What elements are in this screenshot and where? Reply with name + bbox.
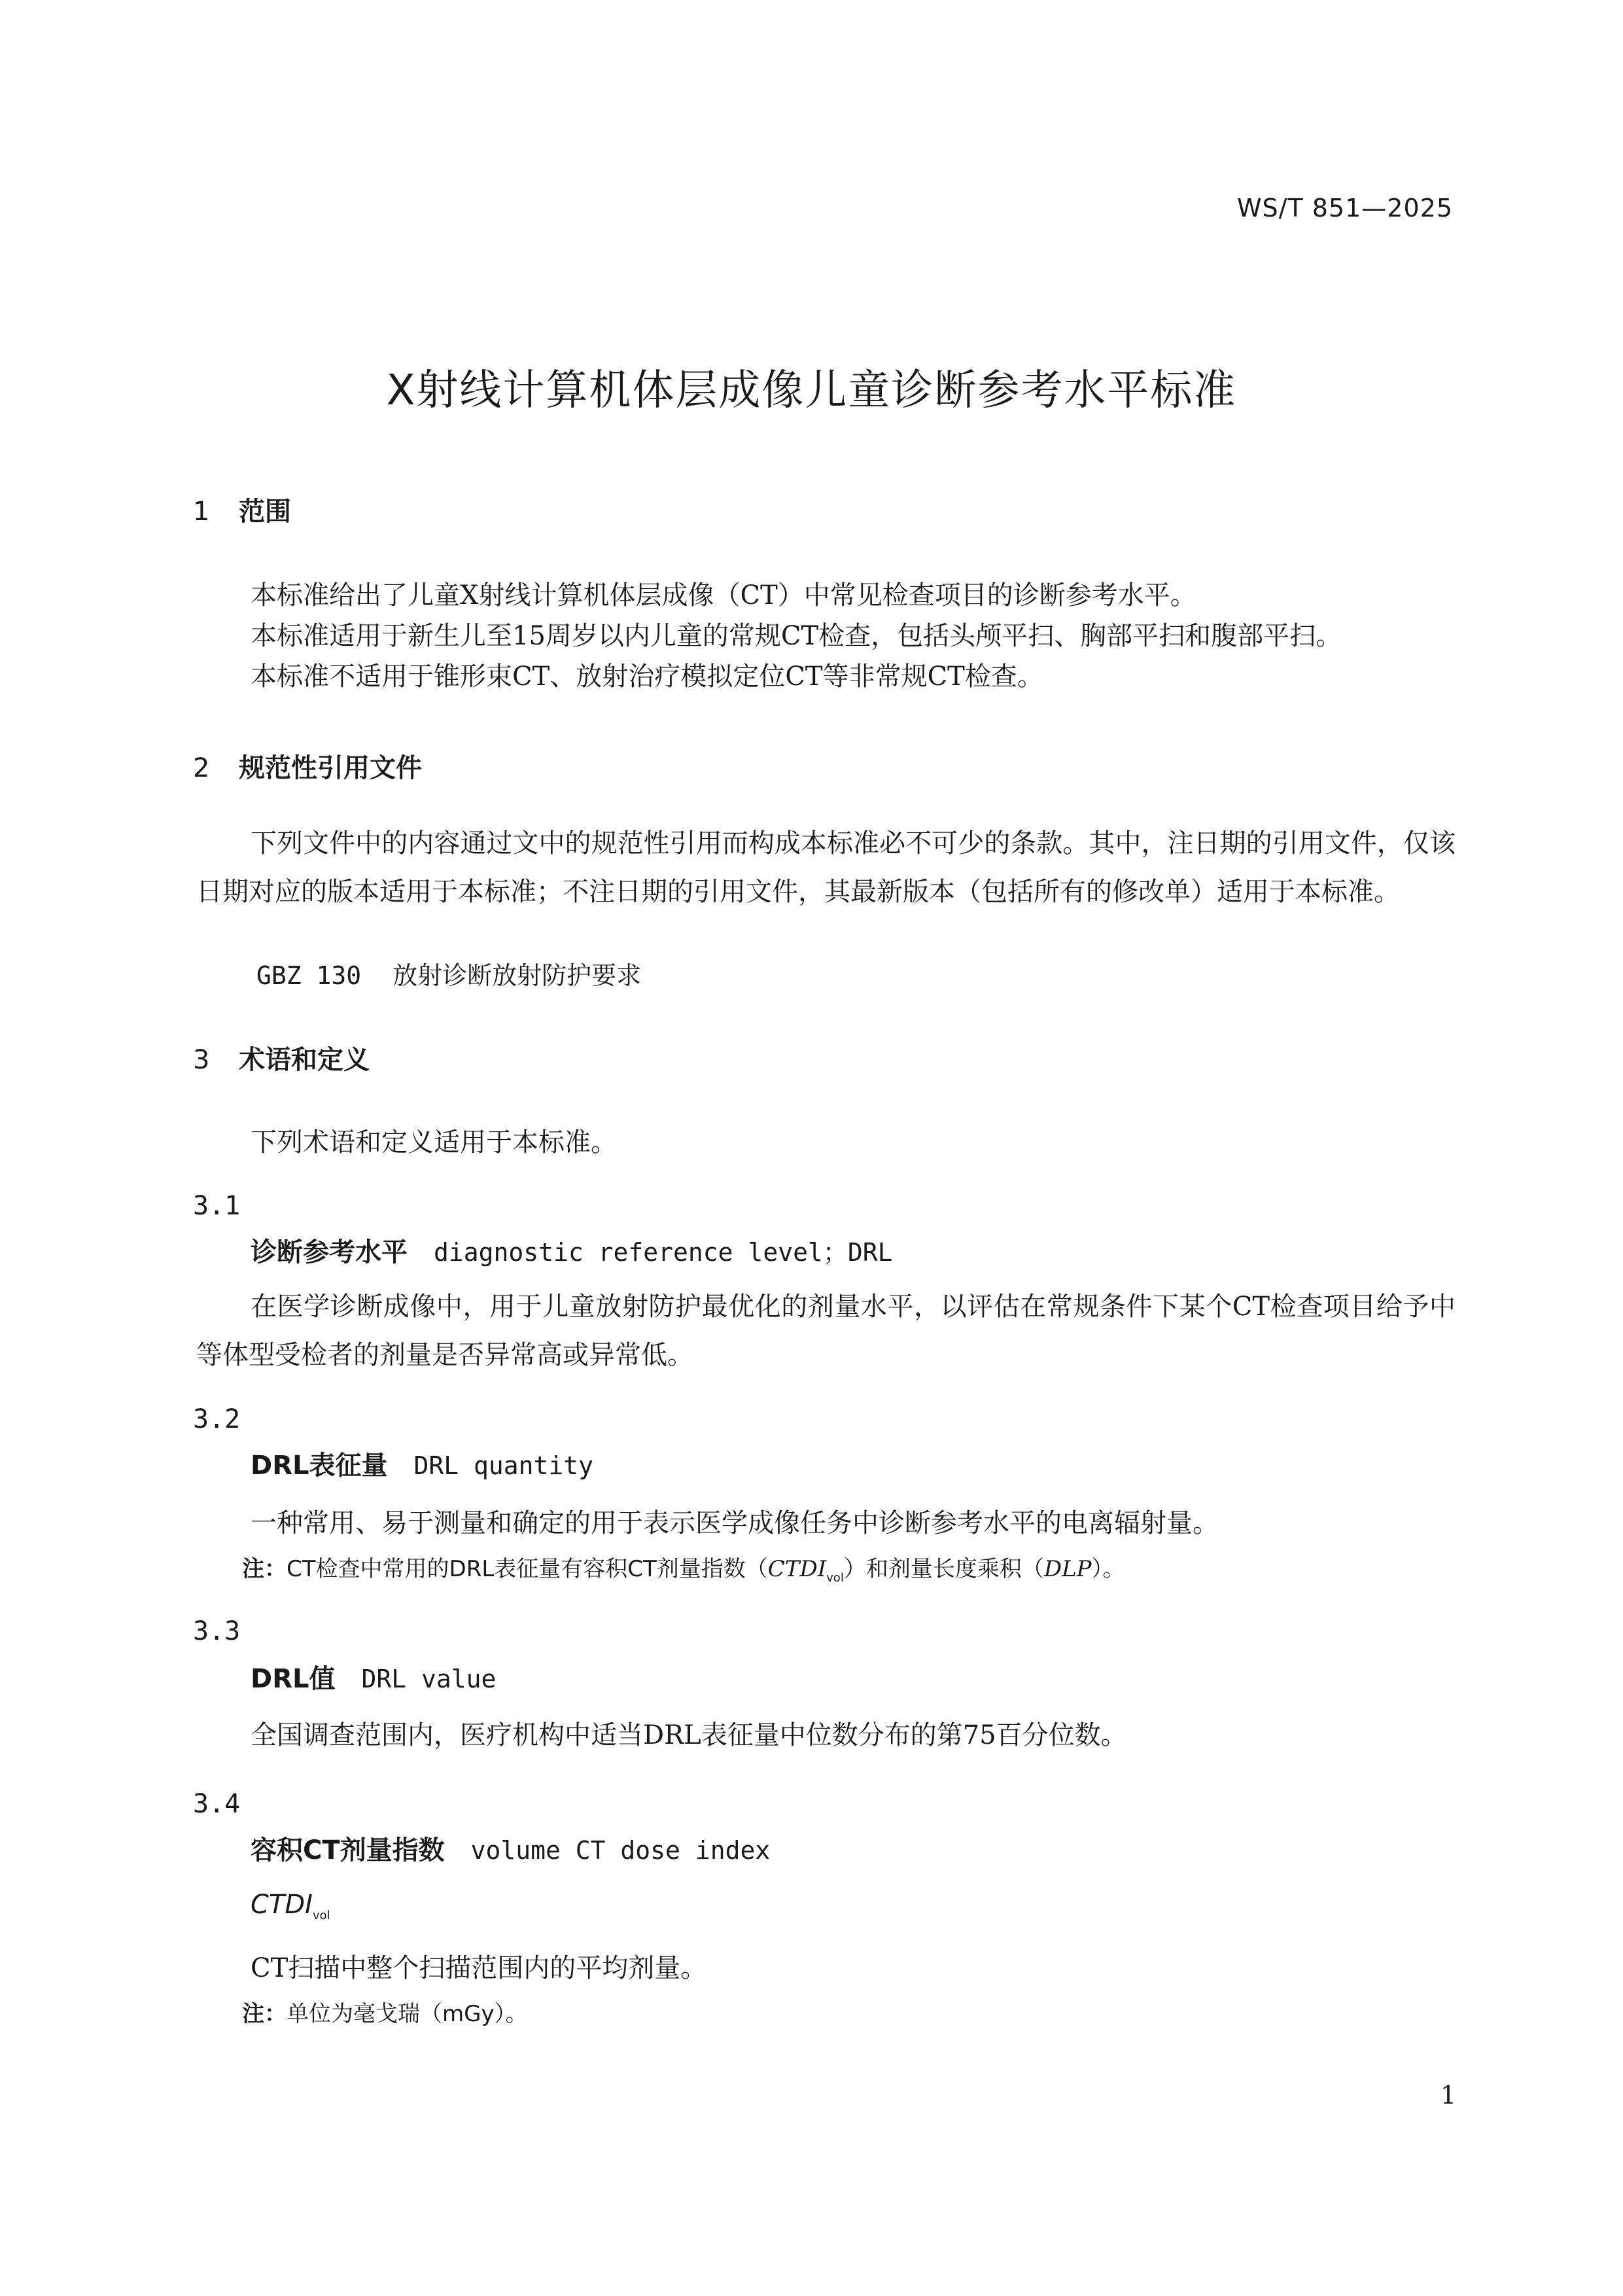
note-label: 注： xyxy=(242,2001,287,2027)
term-chinese: 容积CT剂量指数 xyxy=(251,1835,445,1865)
section-1-heading xyxy=(193,491,291,528)
note-label: 注： xyxy=(242,1556,287,1582)
term-chinese: DRL值 xyxy=(251,1664,336,1694)
section-2-heading xyxy=(193,747,422,785)
section-title: 规范性引用文件 xyxy=(239,753,422,783)
note-text-b: ）和剂量长度乘积（ xyxy=(843,1556,1044,1582)
term-3-2-number: 3.2 xyxy=(193,1404,241,1434)
term-3-4-note xyxy=(242,1996,528,2028)
term-3-2-entry xyxy=(251,1445,593,1482)
term-3-3-definition: 全国调查范围内，医疗机构中适当DRL表征量中位数分布的第75百分位数。 xyxy=(251,1720,1127,1750)
term-3-2-definition: 一种常用、易于测量和确定的用于表示医学成像任务中诊断参考水平的电离辐射量。 xyxy=(251,1508,1219,1538)
ctdi-symbol: CTDI xyxy=(251,1890,313,1920)
page-number: 1 xyxy=(1440,2081,1456,2110)
reference-title: 放射诊断放射防护要求 xyxy=(393,961,642,990)
term-3-1-definition: 在医学诊断成像中，用于儿童放射防护最优化的剂量水平，以评估在常规条件下某个CT检查项目给予中等体型受检者的剂量是否异常高或异常低。 xyxy=(196,1292,1456,1370)
document-title: X射线计算机体层成像儿童诊断参考水平标准 xyxy=(386,366,1237,415)
term-3-3-number: 3.3 xyxy=(193,1616,241,1646)
term-3-3-entry xyxy=(251,1658,496,1695)
term-english: diagnostic reference level；DRL xyxy=(434,1238,893,1267)
section-title: 术语和定义 xyxy=(239,1045,370,1075)
ctdi-subscript: vol xyxy=(826,1570,844,1585)
ctdi-subscript: vol xyxy=(312,1909,330,1922)
dlp-symbol: DLP xyxy=(1043,1556,1092,1582)
section-number: 1 xyxy=(193,497,210,527)
term-3-4-symbol xyxy=(251,1890,330,1922)
reference-code: GBZ 130 xyxy=(256,961,362,990)
terms-intro: 下列术语和定义适用于本标准。 xyxy=(251,1127,617,1157)
term-3-1-number: 3.1 xyxy=(193,1191,241,1221)
section-title: 范围 xyxy=(239,497,291,527)
reference-entry xyxy=(256,955,641,991)
term-chinese: DRL表征量 xyxy=(251,1451,388,1481)
term-3-4-definition: CT扫描中整个扫描范围内的平均剂量。 xyxy=(251,1953,707,1983)
note-text-c: ）。 xyxy=(1091,1556,1125,1582)
term-english: DRL value xyxy=(361,1665,497,1693)
term-chinese: 诊断参考水平 xyxy=(251,1237,408,1267)
term-3-1-entry xyxy=(251,1231,892,1269)
note-text: 单位为毫戈瑞（mGy）。 xyxy=(287,2001,528,2027)
scope-line-1: 本标准给出了儿童X射线计算机体层成像（CT）中常见检查项目的诊断参考水平。 xyxy=(251,580,1196,610)
term-english: DRL quantity xyxy=(413,1451,594,1480)
note-text-a: CT检查中常用的DRL表征量有容积CT剂量指数（ xyxy=(287,1556,768,1582)
term-3-2-note xyxy=(242,1551,1125,1585)
term-3-4-entry xyxy=(251,1829,770,1867)
section-number: 2 xyxy=(193,753,210,783)
normative-references-paragraph: 下列文件中的内容通过文中的规范性引用而构成本标准必不可少的条款。其中，注日期的引用文件，仅该日期对应的版本适用于本标准；不注日期的引用文件，其最新版本（包括所有的修改单）适用于本标准。 xyxy=(196,828,1456,907)
section-3-heading xyxy=(193,1039,370,1076)
section-number: 3 xyxy=(193,1045,210,1075)
ctdi-symbol: CTDI xyxy=(767,1556,827,1582)
scope-line-3: 本标准不适用于锥形束CT、放射治疗模拟定位CT等非常规CT检查。 xyxy=(251,662,1043,692)
standard-code: WS/T 851—2025 xyxy=(1236,194,1453,222)
term-3-4-number: 3.4 xyxy=(193,1789,241,1819)
scope-line-2: 本标准适用于新生儿至15周岁以内儿童的常规CT检查，包括头颅平扫、胸部平扫和腹部平扫。 xyxy=(251,621,1342,651)
term-english: volume CT dose index xyxy=(470,1836,771,1865)
